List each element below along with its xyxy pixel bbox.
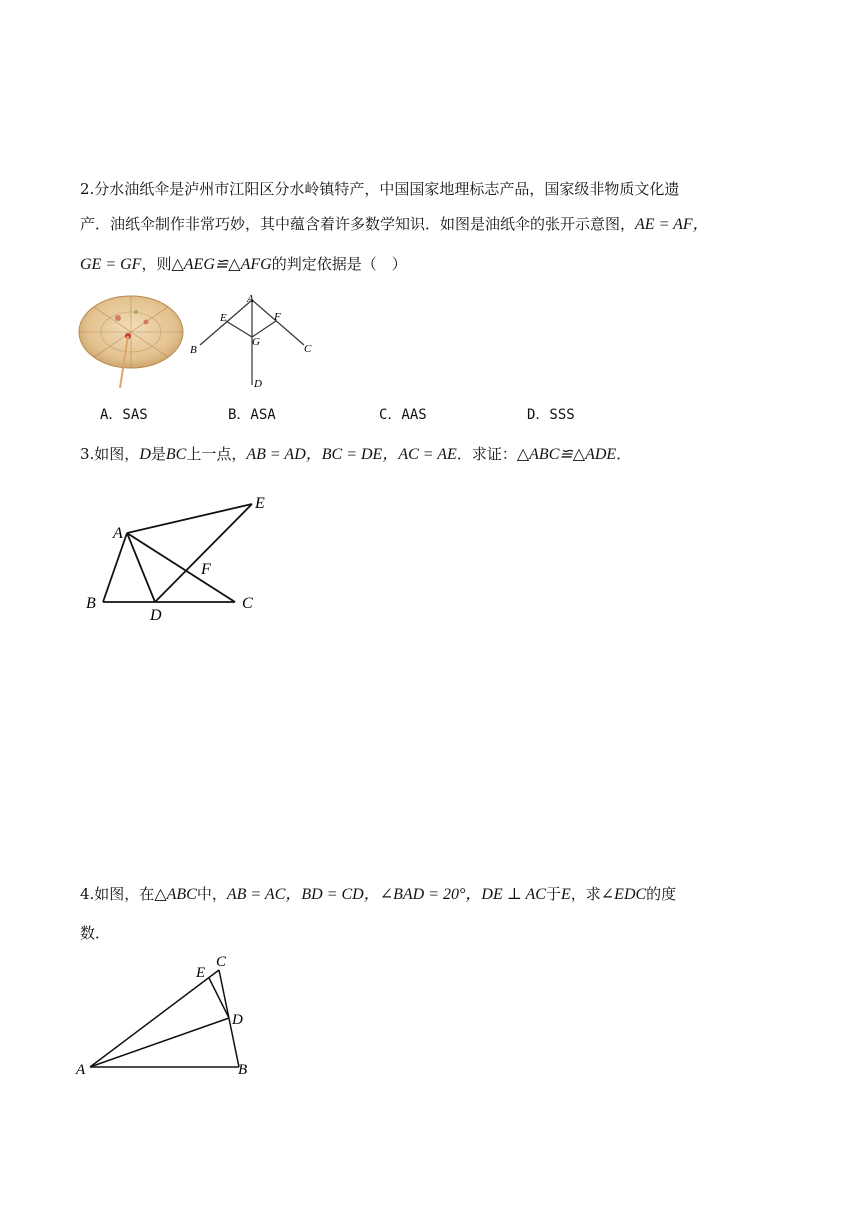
q4-math2: AB = AC，BD = CD，∠BAD = 20°，DE ⊥ AC — [226, 886, 546, 903]
umbrella-diagram — [186, 290, 326, 390]
umbrella-photo — [76, 290, 188, 390]
option-d[interactable]: D．SSS — [527, 407, 575, 423]
q3-label-a: A — [113, 525, 123, 542]
q3-label-b: B — [86, 595, 96, 612]
q4-line2: 数． — [80, 924, 111, 942]
q3-label-d: D — [150, 607, 162, 623]
q4-label-e: E — [196, 965, 206, 981]
q4-text1: 中， — [196, 885, 227, 903]
diagram-label-e: E — [220, 312, 227, 324]
q4-line1 — [80, 883, 800, 906]
option-b[interactable]: B．ASA — [228, 407, 276, 423]
q2-line3-math1: GE = GF — [80, 256, 142, 273]
q2-line2-math: AE = AF， — [635, 216, 709, 233]
q4-math4: ∠EDC — [600, 886, 647, 903]
q4-math1: △ABC — [154, 886, 197, 903]
q2-line2 — [80, 213, 800, 236]
diagram-label-g: G — [252, 336, 260, 348]
q4-label-b: B — [238, 1062, 248, 1078]
q3-label-f: F — [201, 561, 211, 578]
q2-line1: 2.分水油纸伞是泸州市江阳区分水岭镇特产，中国国家地理标志产品，国家级非物质文化遗 — [80, 180, 680, 198]
q3-text3: ．求证： — [456, 445, 517, 463]
q4-label-c: C — [216, 954, 227, 970]
q2-line2-text: 产．油纸伞制作非常巧妙，其中蕴含着许多数学知识．如图是油纸伞的张开示意图， — [80, 215, 636, 233]
q4-prefix: 4.如图，在 — [80, 885, 155, 903]
q4-triangle-figure — [74, 950, 264, 1080]
q4-math3: E — [560, 886, 571, 903]
q4-label-a: A — [76, 1062, 86, 1078]
q3-text2: 上一点， — [186, 445, 247, 463]
diagram-label-f: F — [274, 311, 281, 323]
q3-label-e: E — [255, 495, 265, 512]
q3-line — [80, 443, 800, 466]
q2-line3-math2: △AEG≌△AFG — [171, 256, 272, 273]
q3-triangle-figure — [80, 488, 280, 623]
q4-text4: 的度 — [646, 885, 677, 903]
diagram-label-a: A — [247, 293, 254, 305]
q4-label-d: D — [232, 1012, 243, 1028]
q2-line3-text1: ，则 — [141, 255, 172, 273]
q2-line3 — [80, 253, 800, 276]
diagram-label-c: C — [304, 343, 312, 355]
option-c[interactable]: C．AAS — [379, 407, 427, 423]
option-a[interactable]: A．SAS — [100, 407, 148, 423]
q4-text3: ，求 — [570, 885, 601, 903]
q3-math3: AB = AD，BC = DE，AC = AE — [246, 446, 457, 463]
q3-label-c: C — [242, 595, 253, 612]
q2-line3-text2: 的判定依据是（ ） — [271, 255, 407, 273]
q3-end: ． — [616, 445, 632, 463]
diagram-label-d: D — [254, 378, 262, 390]
q3-math2: BC — [165, 446, 187, 463]
q3-prefix: 3.如图， — [80, 445, 140, 463]
q4-text2: 于 — [545, 885, 561, 903]
q3-text1: 是 — [150, 445, 166, 463]
q3-math1: D — [139, 446, 151, 463]
diagram-label-b: B — [190, 344, 197, 356]
q3-math4: △ABC≌△ADE — [516, 446, 617, 463]
